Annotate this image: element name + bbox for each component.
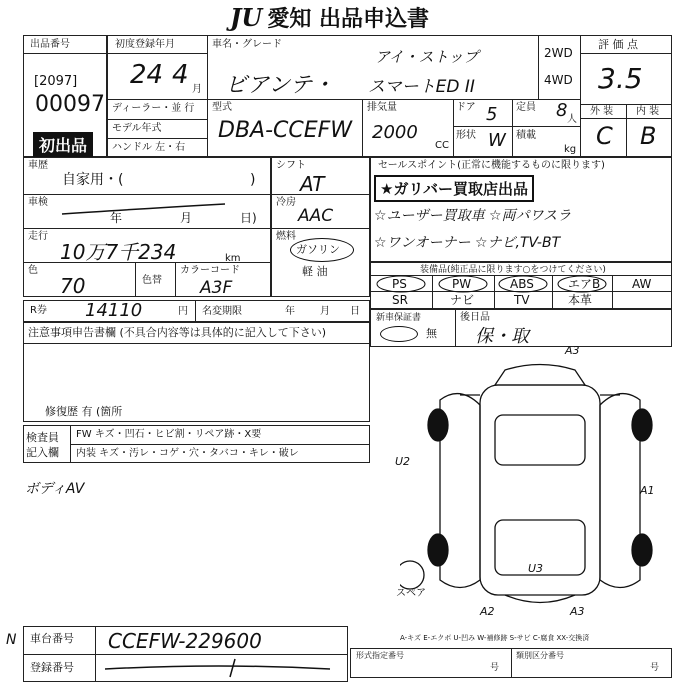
registration-label: 初度登録年月	[115, 39, 175, 50]
damage-mark-a1: A1	[640, 484, 655, 497]
equip-abs: ABS	[510, 277, 534, 291]
mileage-unit: km	[225, 253, 241, 264]
equip-navi: ナビ	[450, 293, 475, 307]
recycle-value: 14110	[85, 300, 143, 321]
lot-label: 出品番号	[30, 39, 70, 50]
drive-2wd: 2WD	[544, 46, 573, 60]
recycle-label: R券	[30, 305, 47, 316]
color-code-label: カラーコード	[180, 265, 240, 276]
door-label: ドア	[456, 102, 476, 113]
cc-unit: CC	[435, 140, 449, 151]
fuel-gasoline: ガソリン	[296, 243, 340, 256]
type-designation-label: 形式指定番号	[356, 651, 404, 660]
history-label: 車歴	[28, 160, 48, 171]
inspection-strike	[60, 200, 230, 224]
damage-mark-a3-top: A3	[565, 344, 580, 357]
displacement: 2000	[372, 122, 418, 143]
dealer-label: ディーラー・並 行	[112, 103, 195, 114]
name-change-day: 日	[350, 306, 360, 317]
interior-row: 内装 キズ・汚レ・コゲ・穴・タバコ・キレ・破レ	[76, 448, 299, 459]
score-value: 3.5	[598, 62, 643, 95]
interior-label: 内 装	[636, 106, 660, 117]
fw-row: FW キズ・凹石・ヒビ割・リペア跡・X要	[76, 429, 262, 440]
grade-line1: アイ・ストップ	[375, 48, 479, 66]
damage-mark-a2: A2	[480, 605, 495, 618]
kg-unit: kg	[564, 144, 577, 155]
registration-number-label: 登録番号	[30, 661, 74, 674]
repair-history: 修復歴 有 (箇所	[45, 405, 123, 418]
registration-month-suffix: 月	[192, 84, 202, 95]
recycle-block	[23, 300, 370, 322]
equipment-label: 装備品(純正品に限ります○をつけてください)	[420, 265, 606, 275]
equip-ps: PS	[392, 277, 407, 291]
color-value: 70	[60, 274, 86, 298]
inspection-month: 月	[180, 211, 193, 225]
recycle-unit: 円	[178, 306, 188, 317]
car-name: ビアンテ・	[225, 73, 335, 98]
inspection-year: 年	[110, 211, 123, 225]
notes-header: 注意事項申告書欄 (不具合内容等は具体的に記入して下さい)	[28, 326, 327, 339]
inspection-label: 車検	[28, 197, 48, 208]
color-label: 色	[28, 265, 38, 276]
color-tone-label: 色替	[142, 275, 162, 286]
equipment-circles	[370, 274, 620, 294]
gulliver-badge: ★ガリバー買取店出品	[374, 175, 534, 202]
registration-year: 24	[130, 60, 164, 90]
chassis-mark: N	[6, 632, 17, 648]
color-code: A3F	[200, 278, 233, 298]
shape-label: 形状	[456, 130, 476, 141]
page-title: 愛知 出品申込書	[267, 7, 430, 32]
chassis-label: 車台番号	[30, 632, 74, 645]
exterior-grade: C	[596, 122, 613, 150]
notes-handwritten: ボディAV	[25, 481, 85, 497]
type-designation-unit: 号	[490, 663, 500, 673]
fuel-diesel: 軽 油	[302, 265, 328, 278]
fuel-circle	[290, 238, 354, 262]
history-value: 自家用・(	[62, 172, 124, 188]
handle-label: ハンドル 左・右	[112, 142, 186, 153]
registration-strike	[100, 655, 340, 681]
aircon-value: AAC	[298, 206, 334, 226]
lot-number: 00097	[35, 92, 105, 117]
model-label: 型式	[212, 102, 232, 113]
damage-mark-u2: U2	[395, 455, 411, 468]
equip-airbag: エアB	[568, 277, 601, 291]
warranty-label: 新車保証書	[376, 313, 422, 323]
exterior-label: 外 装	[590, 106, 614, 117]
sales-point-line1: ☆ユーザー買取車 ☆両パワスラ	[374, 208, 572, 224]
first-listing-badge: 初出品	[33, 132, 93, 157]
name-change-year: 年	[285, 306, 295, 317]
spare-label: スペア	[396, 588, 426, 599]
car-name-label: 車名・グレード	[212, 39, 282, 50]
later-value: 保・取	[475, 326, 529, 347]
lot-small-number: [2097]	[34, 74, 78, 89]
shift-label: シフト	[276, 160, 306, 171]
equip-aw: AW	[632, 277, 652, 291]
interior-grade: B	[640, 122, 657, 150]
shift-value: AT	[300, 172, 325, 196]
inspector-label: 検査員 記入欄	[26, 431, 59, 459]
later-label: 後日品	[460, 312, 490, 323]
registration-month: 4	[172, 60, 189, 90]
damage-mark-a3-bottom: A3	[570, 605, 585, 618]
history-close: )	[250, 172, 256, 188]
displacement-label: 排気量	[367, 102, 397, 113]
load-label: 積載	[516, 130, 536, 141]
inspection-day: 日)	[240, 211, 257, 225]
capacity: 8	[556, 100, 568, 121]
damage-mark-u3: U3	[528, 562, 544, 575]
shape: W	[488, 130, 506, 151]
name-change-month: 月	[320, 306, 330, 317]
model-code: DBA-CCEFW	[218, 118, 353, 143]
model-year-label: モデル年式	[112, 123, 162, 134]
sales-point-line2: ☆ワンオーナー ☆ナビ,TV-BT	[374, 235, 561, 251]
header	[230, 2, 429, 32]
mileage-label: 走行	[28, 231, 48, 242]
capacity-label: 定員	[516, 102, 536, 113]
fuel-label: 燃料	[276, 231, 296, 242]
person-unit: 人	[567, 114, 577, 125]
category-number-unit: 号	[650, 663, 660, 673]
warranty-have-struck	[380, 326, 418, 342]
sales-point-label: セールスポイント(正常に機能するものに限ります)	[378, 160, 605, 171]
grade-line2: スマートED II	[368, 77, 475, 97]
name-change-label: 名変期限	[202, 306, 242, 317]
ju-logo: JU	[230, 3, 263, 32]
drive-4wd: 4WD	[544, 73, 573, 87]
score-label: 評 価 点	[598, 38, 638, 51]
mileage-value: 10万7千234	[60, 240, 177, 264]
equip-tv: TV	[514, 293, 530, 307]
door-count: 5	[486, 104, 498, 125]
aircon-label: 冷房	[276, 197, 296, 208]
equip-sr: SR	[392, 293, 408, 307]
chassis-number: CCEFW-229600	[108, 629, 262, 653]
category-number-label: 類別区分番号	[516, 651, 564, 660]
warranty-value: 無	[426, 327, 437, 340]
equip-leather: 本革	[568, 293, 593, 307]
equip-pw: PW	[452, 277, 472, 291]
damage-legend: A-キズ E-エクボ U-凹み W-補修跡 S-サビ C-腐食 XX-交換済	[400, 634, 590, 642]
